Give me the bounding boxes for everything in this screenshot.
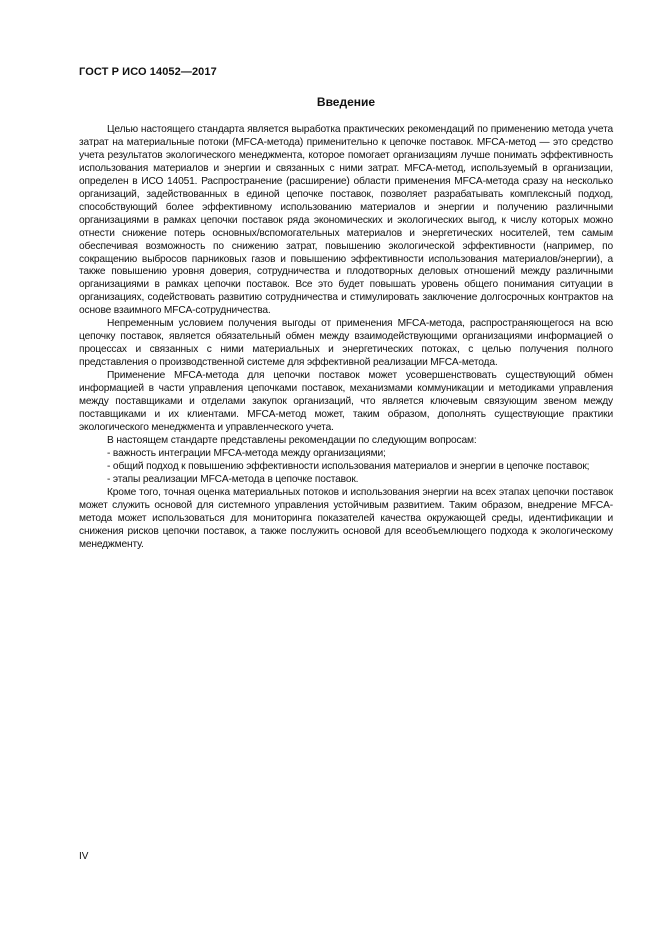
section-title: Введение (316, 95, 376, 109)
list-item: - важность интеграции MFCA-метода между организациями; (107, 447, 386, 459)
list-item: - этапы реализации MFCA-метода в цепочке поставок. (107, 473, 359, 485)
paragraph-conclusion: Кроме того, точная оценка материальных потоков и использования энергии на всех этапах цепочки поставок может служить основой для системного управления устойчивым развитием. Таким образом, внедрение MFCA-метода может использоваться для мониторинга показателей качества окружающей среды, идентификации и снижения рисков цепочки поставок, а также послужить основой для всеобъемлющего подхода к экологическому менеджменту. (79, 486, 613, 550)
paragraph-purpose: Целью настоящего стандарта является выработка практических рекомендаций по применению метода учета затрат на материальные потоки (MFCA-метода) применительно к цепочке поставок. MFCA-метод — это средство учета результатов экологического менеджмента, которое помогает организациям лучше понимать эффективность использования материалов и энергии и связанных с ними затрат. MFCA-метод, используемый в организации, определен в ИСО 14051. Распространение (расширение) области применения MFCA-метода сразу на несколько организаций, задействованных в единой цепочке поставок, позволяет разрабатывать комплексный подход, способствующий более эффективному использованию материалов и энергии и получению различными организациями в рамках цепочки поставок ряда экономических и экологических выгод, к числу которых можно отнести снижение потерь основных/вспомогательных материалов и энергетических носителей, тем самым обеспечивая возможность по снижению затрат, повышению экологической эффективности (например, по сокращению выбросов парниковых газов и повышению эффективности использования материалов/энергии), а также повышению уровня доверия, сотрудничества и плодотворных деловых отношений между различными организациями в рамках цепочки поставок. Все это будет повышать уровень общего понимания ситуации в организациях, содействовать развитию сотрудничества и стимулировать заключение долгосрочных контрактов на основе взаимного MFCA-сотрудничества. (79, 124, 613, 317)
paragraph-recommendations-intro: В настоящем стандарте представлены рекомендации по следующим вопросам: (107, 434, 477, 446)
page-number: IV (79, 851, 89, 862)
recommendations-list (79, 448, 613, 487)
list-item: - общий подход к повышению эффективности использования материалов и энергии в цепочке поставок; (107, 460, 590, 472)
standard-designation: ГОСТ Р ИСО 14052—2017 (79, 66, 217, 78)
paragraph-supply-chain-application: Применение MFCA-метода для цепочки поставок может усовершенствовать существующий обмен информацией в части управления цепочками поставок, механизмами коммуникации и методиками управления между поставщиками и отделами закупок организаций, что является ключевым связующим звеном между поставщиками и их клиентами. MFCA-метод может, таким образом, дополнять существующие практики экологического менеджмента и управленческого учета. (79, 370, 613, 433)
paragraph-information-exchange: Непременным условием получения выгоды от применения MFCA-метода, распространяющегося на всю цепочку поставок, является обязательный обмен между взаимодействующими организациями информацией о процессах и связанных с ними материальных и энергетических потоках, с целью получения полного представления о производственной системе для эффективной реализации MFCA-метода. (79, 318, 613, 369)
introduction-body (79, 124, 613, 551)
